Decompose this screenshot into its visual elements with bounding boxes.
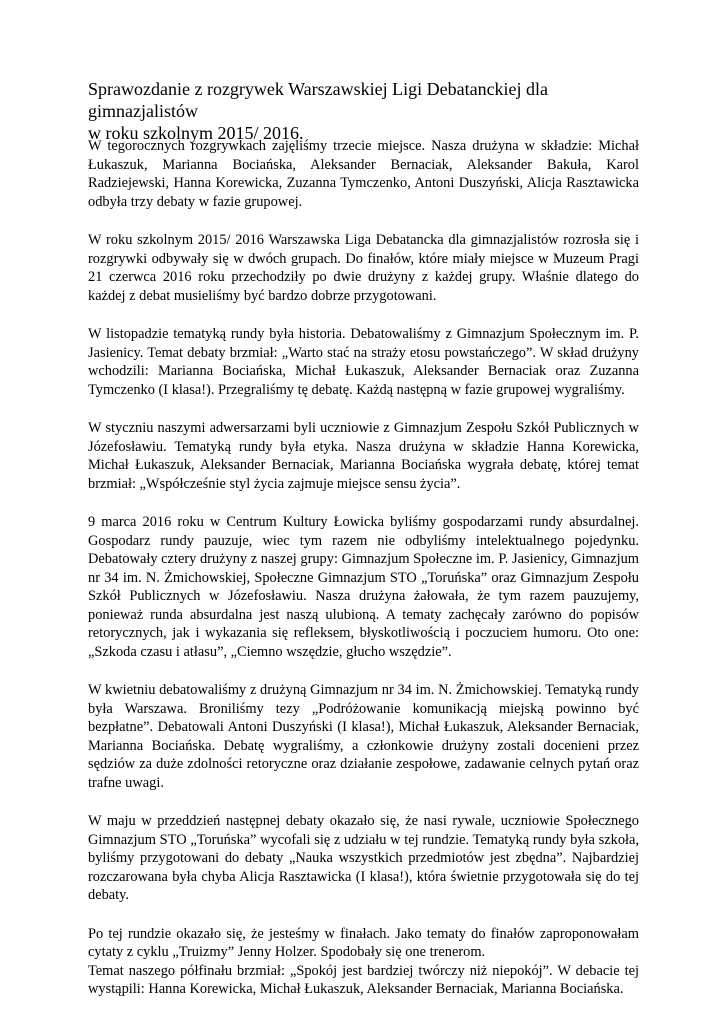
title-line-1: Sprawozdanie z rozgrywek Warszawskiej Ligi Debatanckiej dla gimnazjalistów bbox=[88, 79, 549, 121]
paragraph-april-round: W kwietniu debatowaliśmy z drużyną Gimnazjum nr 34 im. N. Żmichowskiej. Tematyką rundy była Warszawa. Broniliśmy tezy „Podróżowanie komunikacją miejską powinno być bezpłatne”. Debatowali Antoni Duszyński (I klasa!), Michał Łukaszuk, Aleksander Bernaciak, Marianna Bociańska. Debatę wygraliśmy, a członkowie drużyny zostali docenieni przez sędziów za duże zdolności retoryczne oraz działanie zespołowe, zadawanie celnych pytań oraz trafne uwagi. bbox=[88, 682, 639, 791]
document-title bbox=[88, 78, 648, 144]
paragraph-march-absurd-round: 9 marca 2016 roku w Centrum Kultury Łowicka byliśmy gospodarzami rundy absurdalnej. Gospodarz rundy pauzuje, wiec tym razem nie odbyliśmy intelektualnego pojedynku. Debatowały cztery drużyny z naszej grupy: Gimnazjum Społeczne im. P. Jasienicy, Gimnazjum nr 34 im. N. Żmichowskiej, Społeczne Gimnazjum STO „Toruńska” oraz Gimnazjum Zespołu Szkół Publicznych w Józefosławiu. Nasza drużyna żałowała, że tym razem pauzujemy, ponieważ runda absurdalna jest naszą ulubioną. A tematy zachęcały zarówno do popisów retorycznych, jak i wykazania się refleksem, błyskotliwością i poczuciem humoru. Oto one: „Szkoda czasu i atłasu”, „Ciemno wszędzie, głucho wszędzie”. bbox=[88, 514, 639, 660]
document-body bbox=[88, 137, 639, 999]
paragraph-semifinal: Temat naszego półfinału brzmiał: „Spokój jest bardziej twórczy niż niepokój”. W debacie tej wystąpili: Hanna Korewicka, Michał Łukaszuk, Aleksander Bernaciak, Marianna Bociańska. bbox=[88, 962, 639, 997]
title-line-2: w roku szkolnym 2015/ 2016. bbox=[88, 123, 304, 143]
paragraph-league-format: W roku szkolnym 2015/ 2016 Warszawska Liga Debatancka dla gimnazjalistów rozrosła się i rozgrywki odbywały się w dwóch grupach. Do finałów, które miały miejsce w Muzeum Pragi 21 czerwca 2016 roku przechodziły po dwie drużyny z każdej grupy. Właśnie dlatego do każdej z debat musieliśmy być bardzo dobrze przygotowani. bbox=[88, 232, 639, 304]
paragraph-group-stage: W tegorocznych rozgrywkach zajęliśmy trzecie miejsce. Nasza drużyna w składzie: Michał Łukaszuk, Marianna Bociańska, Aleksander Bernaciak, Aleksander Bakuła, Karol Radziejewski, Hanna Korewicka, Zuzanna Tymczenko, Antoni Duszyński, Alicja Rasztawicka odbyła trzy debaty w fazie grupowej. bbox=[88, 138, 639, 210]
paragraph-may-round: W maju w przeddzień następnej debaty okazało się, że nasi rywale, uczniowie Społecznego Gimnazjum STO „Toruńska” wycofali się z udziału w tej rundzie. Tematyką rundy była szkoła, byliśmy przygotowani do debaty „Nauka wszystkich przedmiotów jest zbędna”. Najbardziej rozczarowana była chyba Alicja Rasztawicka (I klasa!), która świetnie przygotowała się do tej debaty. bbox=[88, 813, 639, 903]
paragraph-november-round: W listopadzie tematyką rundy była historia. Debatowaliśmy z Gimnazjum Społecznym im. P. Jasienicy. Temat debaty brzmiał: „Warto stać na straży etosu powstańczego”. W skład drużyny wchodzili: Marianna Bociańska, Michał Łukaszuk, Aleksander Bernaciak oraz Zuzanna Tymczenko (I klasa!). Przegraliśmy tę debatę. Każdą następną w fazie grupowej wygraliśmy. bbox=[88, 326, 639, 398]
paragraph-january-round: W styczniu naszymi adwersarzami byli uczniowie z Gimnazjum Zespołu Szkół Publicznych w Józefosławiu. Tematyką rundy była etyka. Nasza drużyna w składzie Hanna Korewicka, Michał Łukaszuk, Aleksander Bernaciak, Marianna Bociańska wygrała debatę, której temat brzmiał: „Współcześnie styl życia zajmuje miejsce sensu życia”. bbox=[88, 420, 639, 492]
paragraph-finals: Po tej rundzie okazało się, że jesteśmy w finałach. Jako tematy do finałów zaproponowałam cytaty z cyklu „Truizmy” Jenny Holzer. Spodobały się one trenerom. bbox=[88, 925, 639, 960]
